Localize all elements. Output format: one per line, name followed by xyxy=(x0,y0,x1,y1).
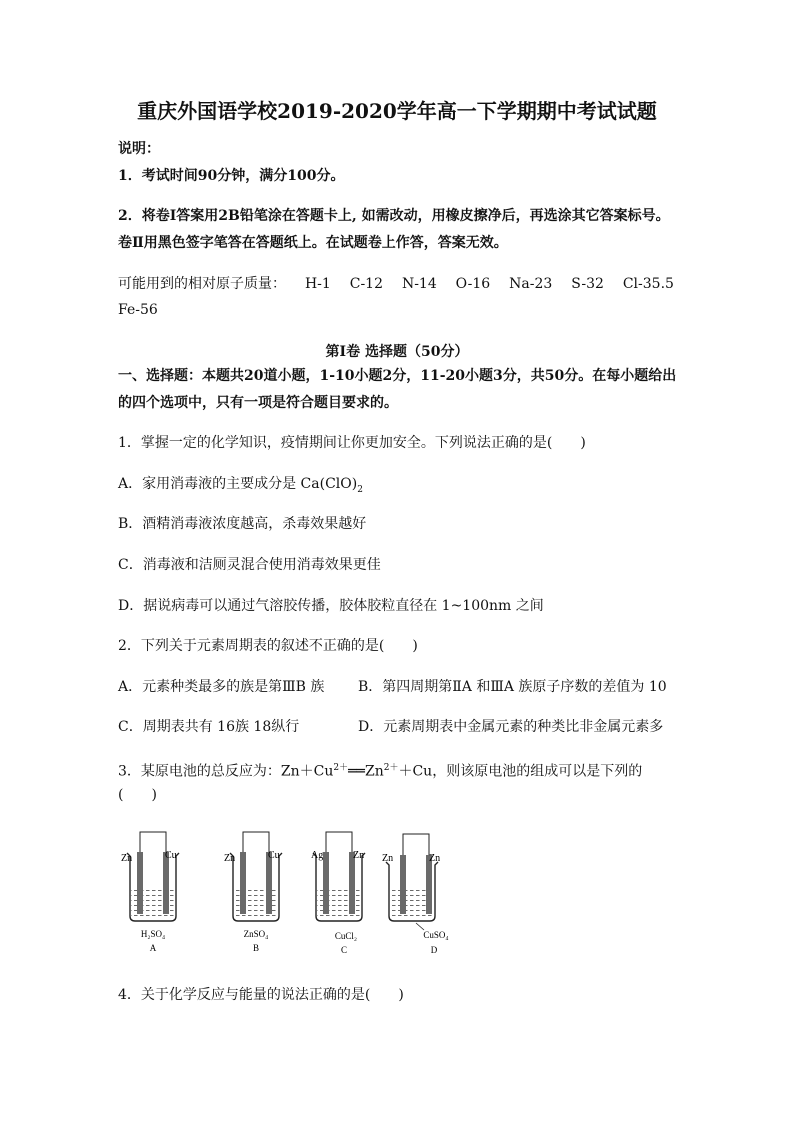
cell-a-label: A xyxy=(149,943,157,953)
q3-stem xyxy=(118,759,642,781)
section-instruction-line-2: 的四个选项中，只有一项是符合题目要求的。 xyxy=(118,395,398,411)
cell-c-right-electrode: Zn xyxy=(353,850,365,861)
cell-d xyxy=(382,834,449,955)
q3-answer-paren: ( ) xyxy=(118,787,157,803)
q3-stem-mid: ══Zn xyxy=(348,763,384,780)
atomic-mass: N-14 xyxy=(401,276,437,292)
cell-b xyxy=(224,832,282,953)
q2-option-c: C．周期表共有 16族 18纵行 xyxy=(118,719,300,735)
atomic-mass: S-32 xyxy=(571,276,604,292)
section-instruction-line-1: 一、选择题：本题共20道小题，1-10小题2分，11-20小题3分，共50分。在每小题给出 xyxy=(118,368,677,384)
cell-c-solution: CuCl₂ xyxy=(334,931,358,941)
atomic-mass: H-1 xyxy=(304,276,331,292)
cell-c-label: C xyxy=(340,945,348,955)
page-title: 重庆外国语学校2019-2020学年高一下学期期中考试试题 xyxy=(137,99,657,123)
section-title: 第Ⅰ卷 选择题（50分） xyxy=(325,344,469,360)
atomic-masses-label: 可能用到的相对原子质量： xyxy=(118,276,286,292)
atomic-mass: C-12 xyxy=(349,276,383,292)
cell-a-solution: H₂SO₄ xyxy=(140,929,166,939)
q2-option-d: D．元素周期表中金属元素的种类比非金属元素多 xyxy=(358,719,664,735)
cell-d-solution: CuSO₄ xyxy=(423,930,449,940)
atomic-mass: Na-23 xyxy=(509,276,553,292)
cell-d-left-electrode: Zn xyxy=(382,853,394,864)
galvanic-cell-diagrams xyxy=(116,828,456,958)
q1-option-a-subscript: 2 xyxy=(357,484,363,495)
q1-option-c: C．消毒液和洁厕灵混合使用消毒效果更佳 xyxy=(118,557,381,573)
notes-heading: 说明： xyxy=(118,141,160,157)
q3-charge-1: 2＋ xyxy=(333,763,349,773)
q2-stem: 2．下列关于元素周期表的叙述不正确的是( ) xyxy=(118,638,418,654)
q3-stem-suffix: ＋Cu，则该原电池的组成可以是下列的 xyxy=(398,763,643,780)
atomic-mass: O-16 xyxy=(455,276,491,292)
cell-b-right-electrode: Cu xyxy=(268,850,280,861)
cell-b-left-electrode: Zn xyxy=(224,853,236,864)
q1-option-b: B．酒精消毒液浓度越高，杀毒效果越好 xyxy=(118,516,367,532)
atomic-mass: Cl-35.5 xyxy=(622,276,674,292)
note-item-2-line-2: 卷Ⅱ用黑色签字笔答在答题纸上。在试题卷上作答，答案无效。 xyxy=(118,235,508,251)
q2-option-a: A．元素种类最多的族是第ⅢB 族 xyxy=(118,679,325,695)
q3-stem-prefix: 3．某原电池的总反应为：Zn＋Cu xyxy=(118,763,334,780)
atomic-masses-row xyxy=(118,275,674,293)
q1-option-a xyxy=(118,475,363,499)
note-item-2-line-1: 2．将卷Ⅰ答案用2B铅笔涂在答题卡上, 如需改动，用橡皮擦净后，再选涂其它答案标号。 xyxy=(118,208,670,224)
cell-b-label: B xyxy=(252,943,260,953)
cell-b-solution: ZnSO₄ xyxy=(243,929,269,939)
q1-option-d: D．据说病毒可以通过气溶胶传播，胶体胶粒直径在 1~100nm 之间 xyxy=(118,598,544,614)
cell-a-right-electrode: Cu xyxy=(165,850,177,861)
cell-d-label: D xyxy=(430,945,438,955)
q2-option-b: B．第四周期第ⅡA 和ⅢA 族原子序数的差值为 10 xyxy=(358,679,667,695)
cell-a-left-electrode: Zn xyxy=(121,853,133,864)
cell-d-right-electrode: Zn xyxy=(429,853,441,864)
q4-stem: 4．关于化学反应与能量的说法正确的是( ) xyxy=(118,987,404,1003)
q1-stem: 1．掌握一定的化学知识，疫情期间让你更加安全。下列说法正确的是( ) xyxy=(118,435,586,451)
atomic-mass-wrapped: Fe-56 xyxy=(118,302,158,318)
cell-c xyxy=(311,832,365,955)
q1-option-a-text: A．家用消毒液的主要成分是 Ca(ClO) xyxy=(118,476,358,492)
cell-c-left-electrode: Ag xyxy=(311,850,324,861)
note-item-1: 1．考试时间90分钟，满分100分。 xyxy=(118,168,345,184)
cell-a xyxy=(121,832,179,953)
q3-charge-2: 2＋ xyxy=(383,763,399,773)
